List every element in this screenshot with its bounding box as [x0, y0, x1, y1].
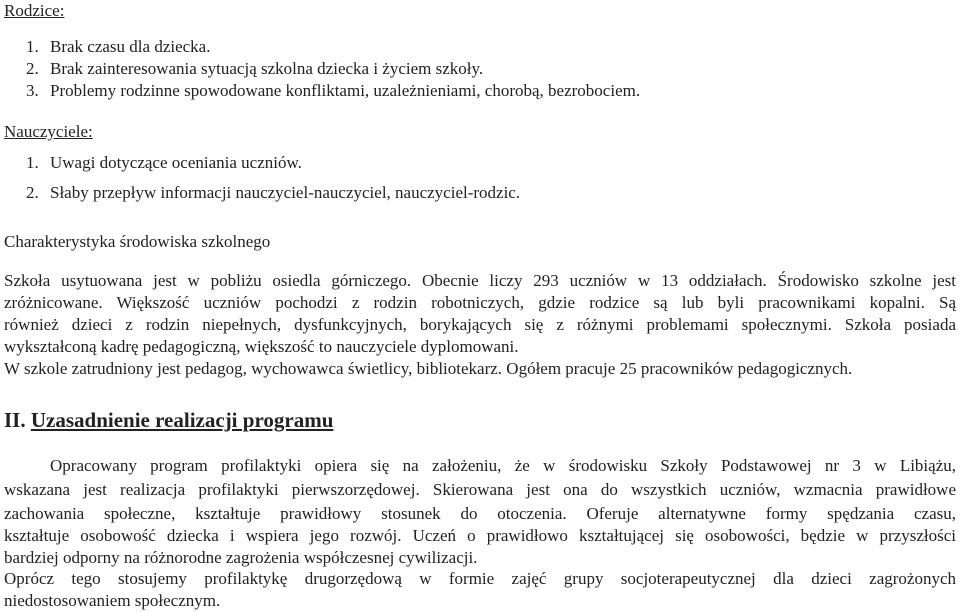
section-number: II.: [4, 408, 26, 432]
paragraph-line: zachowania społeczne, kształtuje prawidłowy stosunek do otoczenia. Oferuje alternatywne formy spędzania czasu,: [4, 504, 956, 523]
list-item: [26, 58, 483, 80]
paragraph-line: wskazana jest realizacja profilaktyki pierwszorzędowej. Skierowana jest ona do wszystkich uczniów, wzmacnia prawidłowe: [4, 480, 956, 499]
parents-heading: Rodzice:: [4, 1, 65, 20]
list-number: 2.: [26, 183, 39, 202]
paragraph-line: kształtuje osobowość dziecka i wspiera jego rozwój. Uczeń o prawidłowo kształtującej się osobowości, będzie w przyszłości: [4, 526, 956, 545]
list-item: [26, 80, 640, 102]
paragraph-line: niedostosowaniem społecznym.: [4, 591, 221, 610]
paragraph-line: Szkoła usytuowana jest w pobliżu osiedla górniczego. Obecnie liczy 293 uczniów w 13 oddziałach. Środowisko szkolne jest: [4, 271, 956, 290]
characteristics-heading: Charakterystyka środowiska szkolnego: [4, 232, 271, 251]
list-number: 2.: [26, 59, 39, 78]
list-item: [26, 36, 210, 58]
list-item-text: Problemy rodzinne spowodowane konfliktami, uzależnieniami, chorobą, bezrobociem.: [50, 81, 641, 100]
paragraph-line: Oprócz tego stosujemy profilaktykę drugorzędową w formie zajęć grupy socjoterapeutycznej dla dzieci zagrożonych: [4, 569, 956, 588]
list-number: 1.: [26, 37, 39, 56]
section-heading: [4, 407, 333, 433]
paragraph-line: zróżnicowane. Większość uczniów pochodzi z rodzin robotniczych, gdzie rodzice są lub byli pracownikami kopalni. Są: [4, 293, 956, 312]
paragraph-line: bardziej odporny na różnorodne zagrożenia współczesnej cywilizacji.: [4, 548, 478, 567]
paragraph-line: W szkole zatrudniony jest pedagog, wychowawca świetlicy, bibliotekarz. Ogółem pracuje 25 pracowników pedagogicznych.: [4, 359, 853, 378]
list-item-text: Brak czasu dla dziecka.: [50, 37, 211, 56]
list-item: [26, 152, 302, 174]
paragraph-line: wykształconą kadrę pedagogiczną, większość to nauczyciele dyplomowani.: [4, 337, 519, 356]
list-item-text: Uwagi dotyczące oceniania uczniów.: [50, 153, 302, 172]
list-number: 3.: [26, 81, 39, 100]
list-item-text: Brak zainteresowania sytuacją szkolna dziecka i życiem szkoły.: [50, 59, 484, 78]
paragraph-line: Opracowany program profilaktyki opiera się na założeniu, że w środowisku Szkoły Podstawowej nr 3 w Libiążu,: [50, 456, 956, 475]
section-title: Uzasadnienie realizacji programu: [30, 408, 334, 432]
list-item: [26, 182, 520, 204]
list-number: 1.: [26, 153, 39, 172]
list-item-text: Słaby przepływ informacji nauczyciel-nauczyciel, nauczyciel-rodzic.: [50, 183, 521, 202]
teachers-heading: Nauczyciele:: [4, 122, 93, 141]
paragraph-line: również dzieci z rodzin niepełnych, dysfunkcyjnych, borykających się z różnymi problemami społecznymi. Szkoła posiada: [4, 315, 956, 334]
